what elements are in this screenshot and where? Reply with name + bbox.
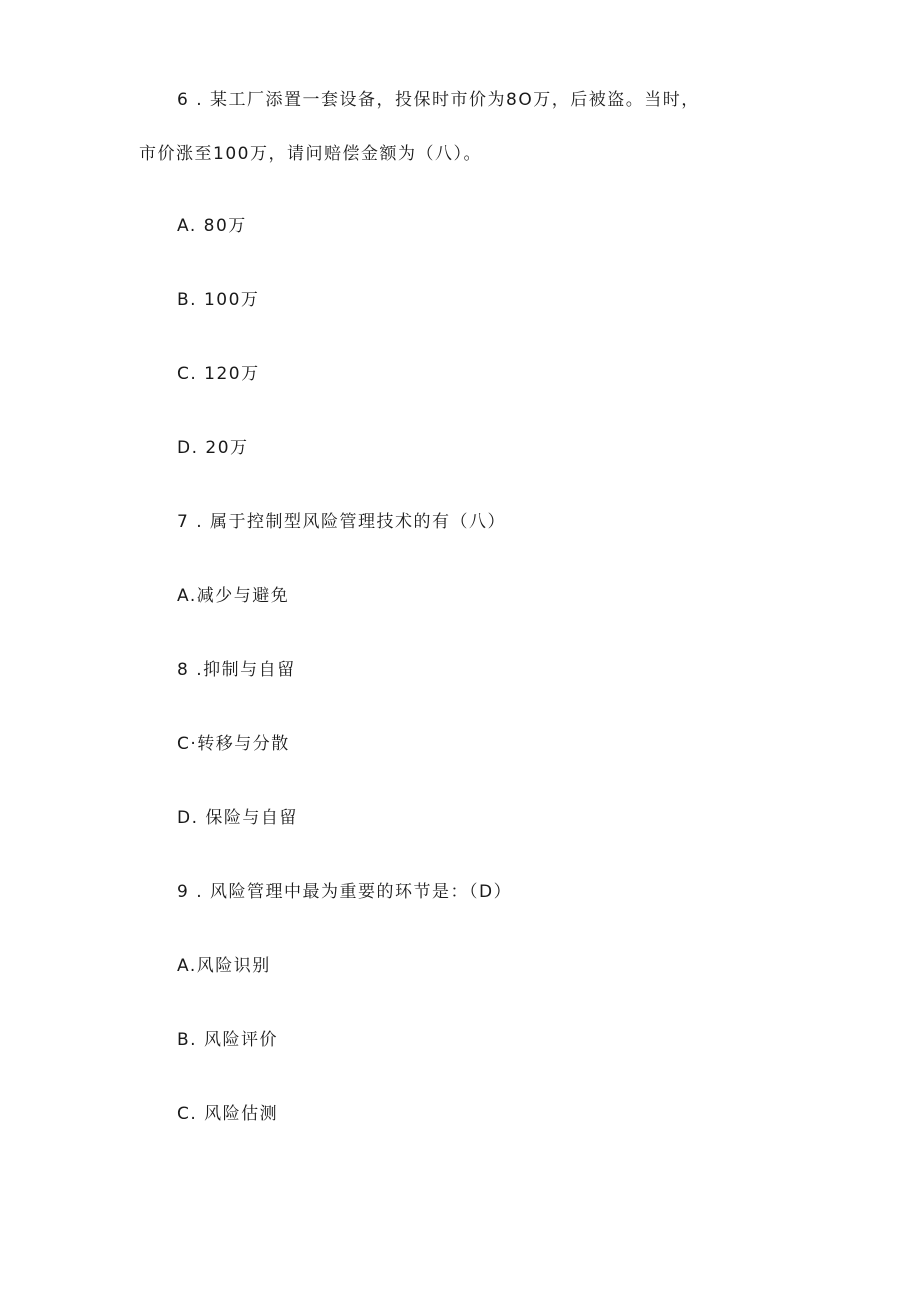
question-9-option-c: C. 风险估测 (177, 1104, 279, 1124)
question-7-option-c: C·转移与分散 (177, 734, 290, 754)
question-9-stem: 9 . 风险管理中最为重要的环节是：（D） (177, 882, 513, 902)
question-7-option-b: 8 .抑制与自留 (177, 660, 296, 680)
question-6-option-a: A. 80万 (177, 216, 247, 236)
question-9-option-b: B. 风险评价 (177, 1030, 278, 1050)
question-6-option-b: B. 100万 (177, 290, 260, 310)
question-7-option-a: A.减少与避免 (177, 586, 290, 606)
question-6-option-c: C. 120万 (177, 364, 260, 384)
question-7-option-d: D. 保险与自留 (177, 808, 298, 828)
question-7-stem: 7 . 属于控制型风险管理技术的有（八） (177, 512, 507, 532)
question-6-stem-line-2: 市价涨至100万，请问赔偿金额为（八）。 (139, 144, 482, 164)
question-6-option-d: D. 20万 (177, 438, 249, 458)
question-6-stem-line-1: 6 . 某工厂添置一套设备，投保时市价为8O万，后被盗。当时， (177, 90, 700, 110)
question-9-option-a: A.风险识别 (177, 956, 271, 976)
